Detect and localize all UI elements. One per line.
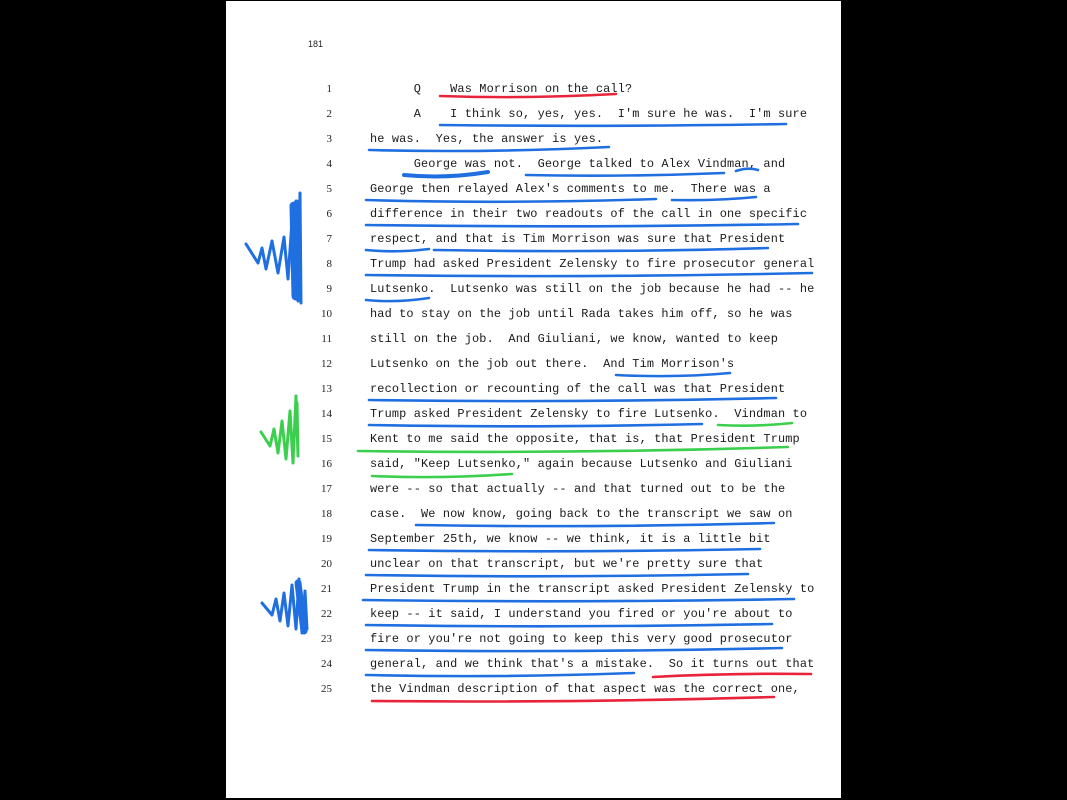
transcript-line — [226, 579, 841, 604]
line-number: 15 — [321, 433, 332, 445]
transcript-line — [226, 529, 841, 554]
transcript-line — [226, 329, 841, 354]
line-text: September 25th, we know -- we think, it is a little bit — [370, 532, 771, 546]
line-text: Lutsenko on the job out there. And Tim Morrison's — [370, 357, 735, 371]
line-text: A I think so, yes, yes. I'm sure he was. I'm sure — [370, 107, 808, 121]
line-number: 11 — [321, 333, 332, 345]
transcript-line — [226, 304, 841, 329]
line-number: 14 — [321, 408, 332, 420]
transcript-page — [226, 1, 841, 798]
transcript-line — [226, 379, 841, 404]
line-number: 8 — [326, 258, 332, 270]
transcript-line — [226, 104, 841, 129]
transcript-line — [226, 554, 841, 579]
line-text: had to stay on the job until Rada takes him off, so he was — [370, 307, 793, 321]
transcript-line — [226, 429, 841, 454]
line-text: Kent to me said the opposite, that is, that President Trump — [370, 432, 800, 446]
transcript-line — [226, 79, 841, 104]
line-text: George then relayed Alex's comments to me. There was a — [370, 182, 771, 196]
transcript-line — [226, 654, 841, 679]
transcript-line — [226, 204, 841, 229]
line-text: Trump had asked President Zelensky to fire prosecutor general — [370, 257, 815, 271]
line-number: 16 — [321, 458, 332, 470]
line-number: 22 — [321, 608, 332, 620]
line-text: general, and we think that's a mistake. So it turns out that — [370, 657, 815, 671]
line-number: 20 — [321, 558, 332, 570]
transcript-line — [226, 404, 841, 429]
transcript-line — [226, 479, 841, 504]
line-text: President Trump in the transcript asked President Zelensky to — [370, 582, 815, 596]
transcript-line — [226, 454, 841, 479]
line-text: respect, and that is Tim Morrison was sure that President — [370, 232, 786, 246]
line-text: Trump asked President Zelensky to fire Lutsenko. Vindman to — [370, 407, 808, 421]
line-text: keep -- it said, I understand you fired or you're about to — [370, 607, 793, 621]
transcript-line — [226, 229, 841, 254]
line-number: 18 — [321, 508, 332, 520]
line-text: he was. Yes, the answer is yes. — [370, 132, 604, 146]
line-number: 13 — [321, 383, 332, 395]
line-number: 10 — [321, 308, 332, 320]
transcript-line — [226, 354, 841, 379]
line-text: the Vindman description of that aspect was the correct one, — [370, 682, 800, 696]
transcript-line — [226, 504, 841, 529]
transcript-line — [226, 679, 841, 704]
line-text: case. We now know, going back to the transcript we saw on — [370, 507, 793, 521]
line-number: 1 — [326, 83, 332, 95]
line-number: 25 — [321, 683, 332, 695]
line-text: recollection or recounting of the call was that President — [370, 382, 786, 396]
line-number: 6 — [326, 208, 332, 220]
transcript-line — [226, 604, 841, 629]
line-text: fire or you're not going to keep this very good prosecutor — [370, 632, 793, 646]
line-text: Lutsenko. Lutsenko was still on the job because he had -- he — [370, 282, 815, 296]
line-text: unclear on that transcript, but we're pretty sure that — [370, 557, 764, 571]
transcript-line — [226, 629, 841, 654]
line-number: 9 — [326, 283, 332, 295]
line-text: were -- so that actually -- and that turned out to be the — [370, 482, 786, 496]
line-number: 3 — [326, 133, 332, 145]
transcript-line — [226, 179, 841, 204]
line-number: 19 — [321, 533, 332, 545]
transcript-line — [226, 279, 841, 304]
line-number: 12 — [321, 358, 332, 370]
line-text: George was not. George talked to Alex Vindman, and — [370, 157, 786, 171]
line-number: 17 — [321, 483, 332, 495]
transcript-line — [226, 129, 841, 154]
line-number: 21 — [321, 583, 332, 595]
line-number: 24 — [321, 658, 332, 670]
line-text: still on the job. And Giuliani, we know, wanted to keep — [370, 332, 778, 346]
transcript-line — [226, 254, 841, 279]
line-number: 7 — [326, 233, 332, 245]
line-text: difference in their two readouts of the call in one specific — [370, 207, 808, 221]
line-text: Q Was Morrison on the call? — [370, 82, 633, 96]
line-number: 4 — [326, 158, 332, 170]
line-number: 2 — [326, 108, 332, 120]
line-text: said, "Keep Lutsenko," again because Lutsenko and Giuliani — [370, 457, 793, 471]
page-number: 181 — [308, 39, 324, 49]
line-number: 23 — [321, 633, 332, 645]
line-number: 5 — [326, 183, 332, 195]
transcript-line — [226, 154, 841, 179]
